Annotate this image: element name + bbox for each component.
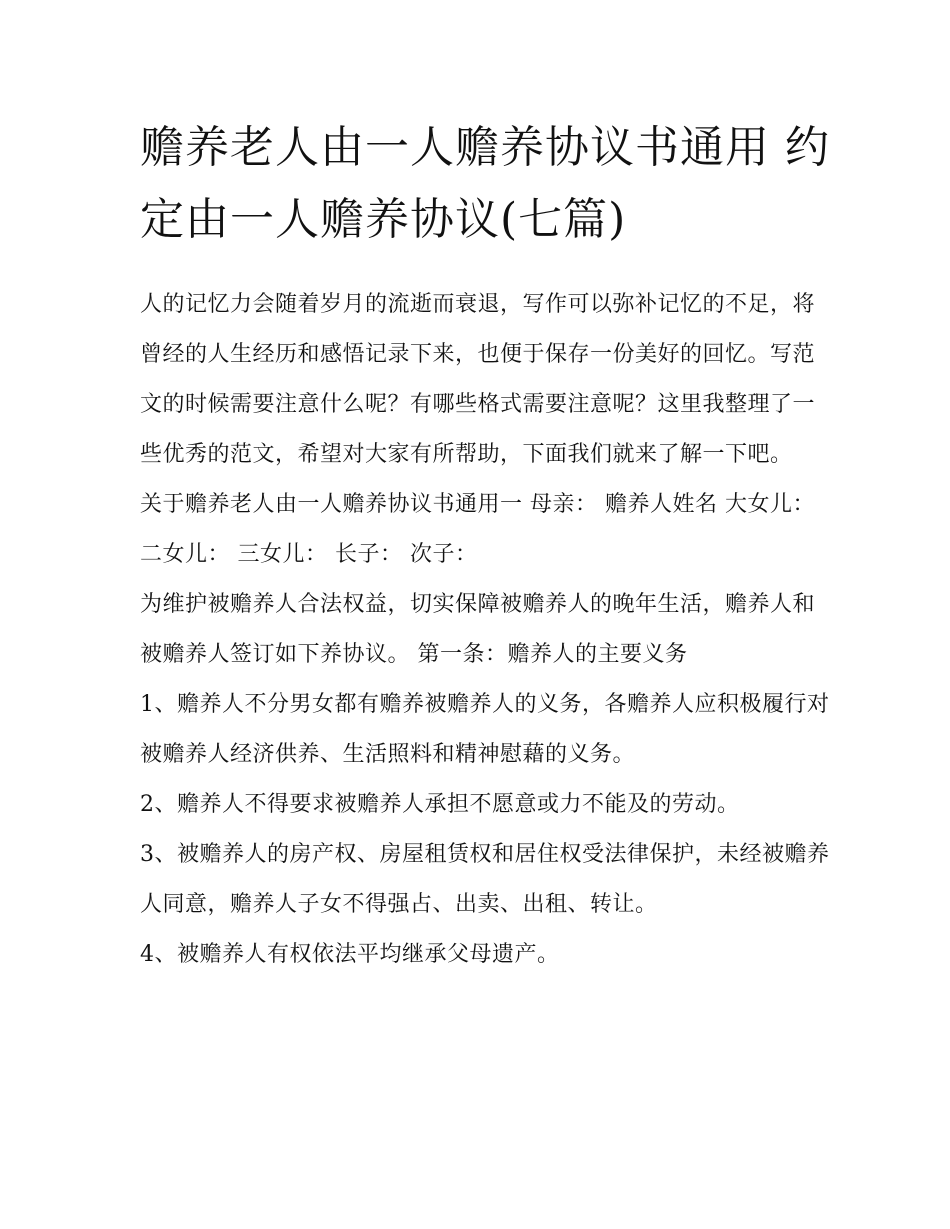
clause-item-3: 3、被赡养人的房产权、房屋租赁权和居住权受法律保护，未经被赡养人同意，赡养人子女不得强占、出卖、出租、转让。 [140, 842, 830, 917]
intro-paragraph: 人的记忆力会随着岁月的流逝而衰退，写作可以弥补记忆的不足，将曾经的人生经历和感悟记录下来，也便于保存一份美好的回忆。写范文的时候需要注意什么呢？有哪些格式需要注意呢？这里我整理了一些优秀的范文，希望对大家有所帮助，下面我们就来了解一下吧。 [140, 292, 816, 467]
clause-item-2: 2、赡养人不得要求被赡养人承担不愿意或力不能及的劳动。 [140, 792, 740, 817]
purpose-paragraph: 为维护被赡养人合法权益，切实保障被赡养人的晚年生活，赡养人和被赡养人签订如下养协议。 第一条：赡养人的主要义务 [140, 592, 816, 667]
document-title: 赡养老人由一人赡养协议书通用 约定由一人赡养协议(七篇) [140, 122, 830, 245]
parties-paragraph: 关于赡养老人由一人赡养协议书通用一 母亲： 赡养人姓名 大女儿： 二女儿： 三女儿： 长子： 次子： [140, 492, 815, 567]
clause-item-1: 1、赡养人不分男女都有赡养被赡养人的义务，各赡养人应积极履行对被赡养人经济供养、生活照料和精神慰藉的义务。 [140, 692, 830, 767]
clause-item-4: 4、被赡养人有权依法平均继承父母遗产。 [140, 942, 560, 967]
document-body [140, 280, 830, 980]
